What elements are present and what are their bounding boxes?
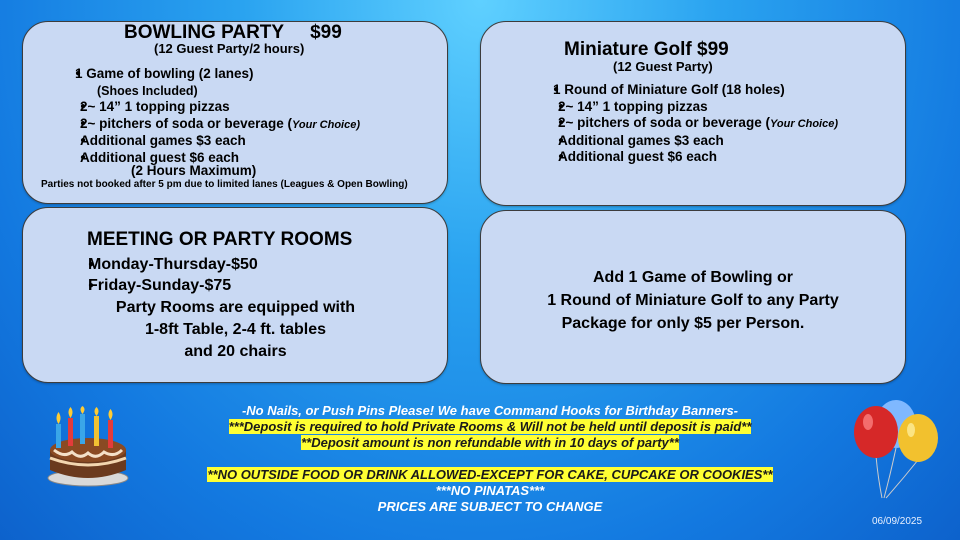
bowling-max-note: (2 Hours Maximum): [131, 163, 257, 178]
prices-note: PRICES ARE SUBJECT TO CHANGE: [377, 499, 603, 514]
birthday-cake-icon: [44, 406, 134, 488]
golf-item: ● 2~ 14” 1 topping pizzas: [534, 99, 838, 116]
bowling-item: ● 2~ 14” 1 topping pizzas: [55, 99, 360, 116]
no-nails-note: -No Nails, or Push Pins Please! We have Command Hooks for Birthday Banners-: [241, 403, 739, 418]
rooms-item: ● Monday-Thursday-$50: [53, 254, 258, 275]
addon-text: Add 1 Game of Bowling or 1 Round of Miniature Golf to any Party Package for only $5 per Person.: [547, 269, 839, 332]
miniature-golf-card: [480, 21, 906, 206]
deposit-refund-note: **Deposit amount is non refundable with in 10 days of party**: [301, 435, 679, 450]
bowling-item: ● 2~ pitchers of soda or beverage (Your Choice): [55, 116, 360, 134]
golf-title: Miniature Golf $99: [564, 39, 729, 60]
bowling-title: BOWLING PARTY $99: [124, 22, 342, 43]
addon-card: [480, 210, 906, 384]
rooms-title: MEETING OR PARTY ROOMS: [87, 229, 353, 250]
date-stamp: 06/09/2025: [872, 516, 923, 527]
balloons-icon: [848, 398, 944, 504]
golf-item: ● Additional guest $6 each: [534, 149, 838, 166]
rooms-equipment: Party Rooms are equipped with 1-8ft Table, 2-4 ft. tables and 20 chairs: [115, 299, 356, 360]
bowling-item: ● 1 Game of bowling (2 lanes): [55, 66, 360, 83]
bowling-lanes-note: Parties not booked after 5 pm due to limited lanes (Leagues & Open Bowling): [41, 179, 408, 190]
bowling-item: ● Additional games $3 each: [55, 133, 360, 150]
outside-food-note: **NO OUTSIDE FOOD OR DRINK ALLOWED-EXCEPT FOR CAKE, CUPCAKE OR COOKIES**: [207, 467, 773, 482]
party-rooms-card: [22, 207, 448, 383]
bowling-price: $99: [310, 22, 342, 43]
golf-list: [534, 82, 838, 166]
golf-item: ● Additional games $3 each: [534, 133, 838, 150]
golf-item: ● 1 Round of Miniature Golf (18 holes): [534, 82, 838, 99]
golf-subtitle: (12 Guest Party): [613, 59, 713, 74]
bowling-party-card: [22, 21, 448, 204]
bowling-item: ● Additional guest $6 each: [55, 150, 360, 167]
bowling-subtitle: (12 Guest Party/2 hours): [154, 41, 305, 56]
deposit-note: ***Deposit is required to hold Private Rooms & Will not be held until deposit is paid**: [228, 419, 752, 434]
bowling-list: [55, 66, 360, 166]
rooms-list: [53, 254, 258, 296]
rooms-item: ● Friday-Sunday-$75: [53, 275, 258, 296]
no-pinatas-note: ***NO PINATAS***: [435, 483, 545, 498]
bowling-shoes-note: (Shoes Included): [97, 83, 198, 98]
golf-item: ● 2~ pitchers of soda or beverage (Your Choice): [534, 115, 838, 133]
policy-notes: [150, 403, 830, 515]
